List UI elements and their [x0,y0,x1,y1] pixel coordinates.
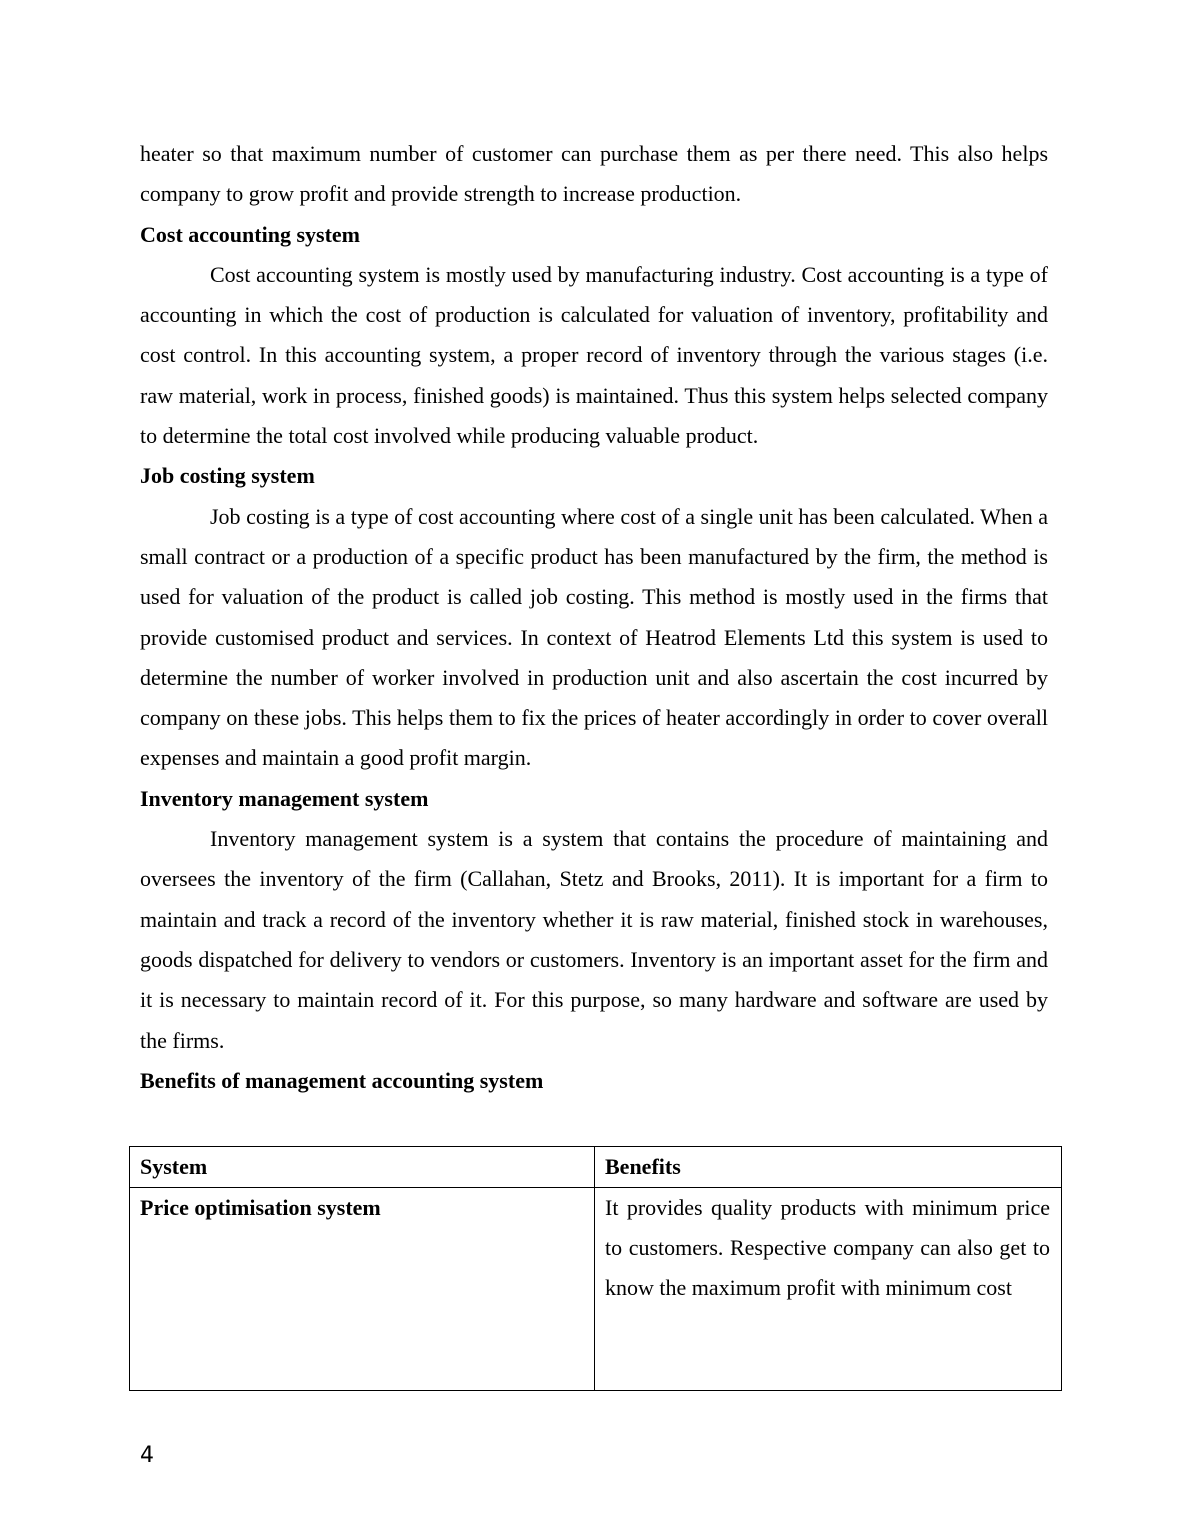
table-header-system: System [130,1147,595,1188]
inventory-management-paragraph: Inventory management system is a system that contains the procedure of maintaining and oversees the inventory of the firm (Callahan, Stetz and Brooks, 2011). It is important for a firm to maintain and track a record of the inventory whether it is raw material, finished stock in warehouses, goods dispatched for delivery to vendors or customers. Inventory is an important asset for the firm and it is necessary to maintain record of it. For this purpose, so many hardware and software are used by the firms. [140,826,1048,1053]
table-row [130,1188,1062,1391]
intro-paragraph: heater so that maximum number of customer can purchase them as per there need. This also helps company to grow profit and provide strength to increase production. [140,141,1048,207]
cost-accounting-paragraph: Cost accounting system is mostly used by manufacturing industry. Cost accounting is a type of accounting in which the cost of production is calculated for valuation of inventory, profitability and cost control. In this accounting system, a proper record of inventory through the various stages (i.e. raw material, work in process, finished goods) is maintained. Thus this system helps selected company to determine the total cost involved while producing valuable product. [140,261,1048,449]
table-header-benefits: Benefits [595,1147,1062,1188]
benefits-heading: Benefits of management accounting system [140,1067,544,1093]
benefits-table [129,1146,1062,1391]
inventory-management-heading: Inventory management system [140,785,429,811]
job-costing-heading: Job costing system [140,463,315,489]
job-costing-paragraph: Job costing is a type of cost accounting where cost of a single unit has been calculated. When a small contract or a production of a specific product has been manufactured by the firm, the method is used for valuation of the product is called job costing. This method is mostly used in the firms that provide customised product and services. In context of Heatrod Elements Ltd this system is used to determine the number of worker involved in production unit and also ascertain the cost incurred by company on these jobs. This helps them to fix the prices of heater accordingly in order to cover overall expenses and maintain a good profit margin. [140,503,1048,771]
page-number: 4 [140,1443,154,1468]
table-cell-benefit: It provides quality products with minimum price to customers. Respective company can also get to know the maximum profit with minimum cost [595,1188,1062,1391]
document-body [140,134,1048,1101]
table-header-row [130,1147,1062,1188]
cost-accounting-heading: Cost accounting system [140,221,360,247]
table-cell-system: Price optimisation system [130,1188,595,1391]
